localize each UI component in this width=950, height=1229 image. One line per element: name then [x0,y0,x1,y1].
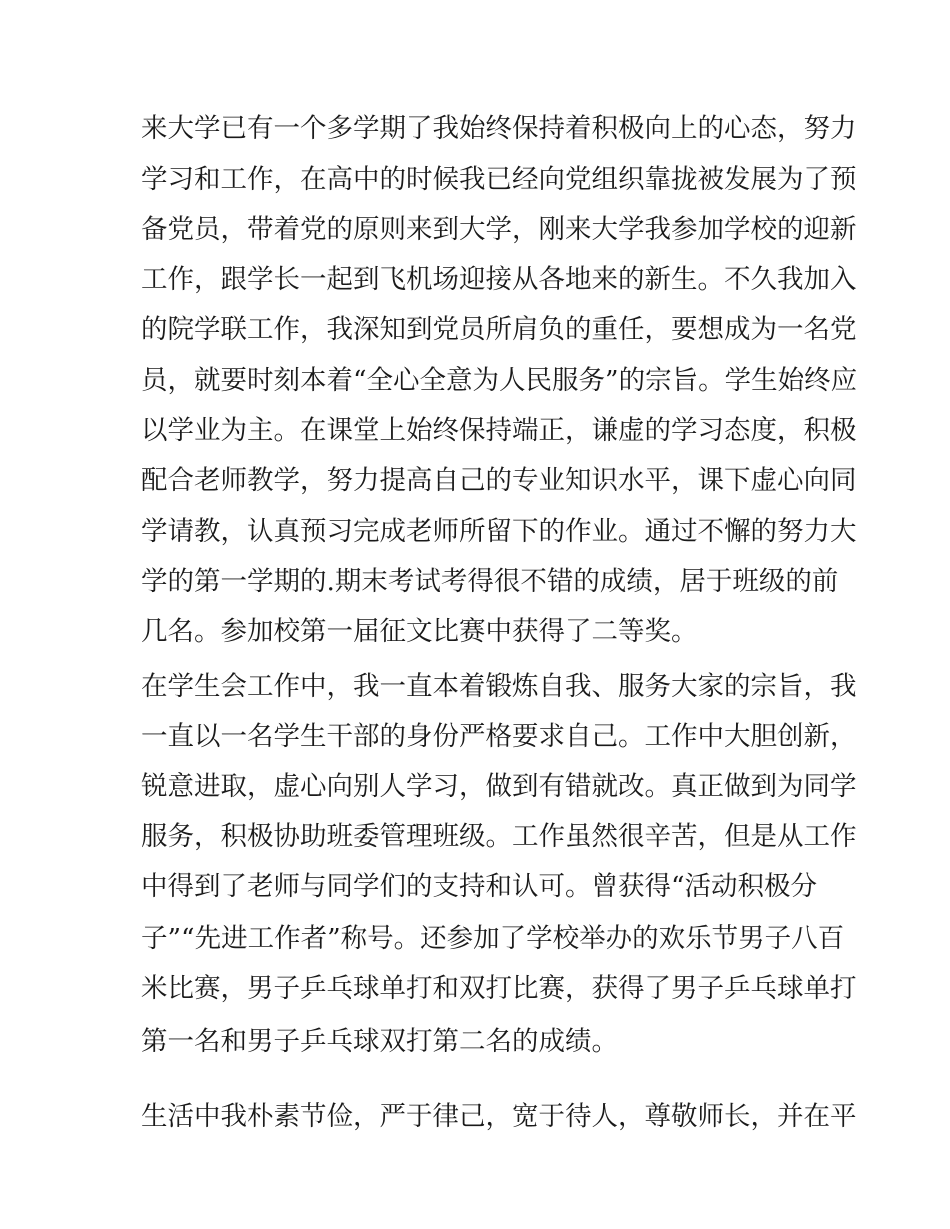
text-line: 的院学联工作，我深知到党员所肩负的重任，要想成为一名党 [141,314,857,345]
text-line: 学习和工作，在高中的时候我已经向党组织靠拢被发展为了预 [141,164,857,195]
text-line: 配合老师教学，努力提高自己的专业知识水平，课下虚心向同 [141,465,857,496]
text-line: 员，就要时刻本着“全心全意为人民服务”的宗旨。学生始终应 [141,365,858,396]
text-line: 生活中我朴素节俭，严于律己，宽于待人，尊敬师长，并在平 [141,1101,857,1132]
text-line: 服务，积极协助班委管理班级。工作虽然很辛苦，但是从工作 [141,821,857,852]
text-line: 米比赛，男子乒乓球单打和双打比赛，获得了男子乒乓球单打 [141,973,857,1004]
text-line: 备党员，带着党的原则来到大学，刚来大学我参加学校的迎新 [141,214,857,245]
text-line: 学的第一学期的.期末考试考得很不错的成绩，居于班级的前 [141,566,839,597]
text-line: 以学业为主。在课堂上始终保持端正，谦虚的学习态度，积极 [141,415,857,446]
text-line: 几名。参加校第一届征文比赛中获得了二等奖。 [141,616,698,647]
text-line: 一直以一名学生干部的身份严格要求自己。工作中大胆创新， [141,721,857,752]
text-line: 学请教，认真预习完成老师所留下的作业。通过不懈的努力大 [141,516,857,547]
text-line: 第一名和男子乒乓球双打第二名的成绩。 [141,1026,618,1057]
text-line: 在学生会工作中，我一直本着锻炼自我、服务大家的宗旨，我 [141,671,857,702]
text-line: 锐意进取，虚心向别人学习，做到有错就改。真正做到为同学 [141,771,857,802]
text-line: 中得到了老师与同学们的支持和认可。曾获得“活动积极分 [141,871,818,902]
text-line: 工作，跟学长一起到飞机场迎接从各地来的新生。不久我加入 [141,264,857,295]
text-line: 来大学已有一个多学期了我始终保持着积极向上的心态，努力 [141,113,857,144]
text-line: 子”“先进工作者”称号。还参加了学校举办的欢乐节男子八百 [141,923,845,954]
